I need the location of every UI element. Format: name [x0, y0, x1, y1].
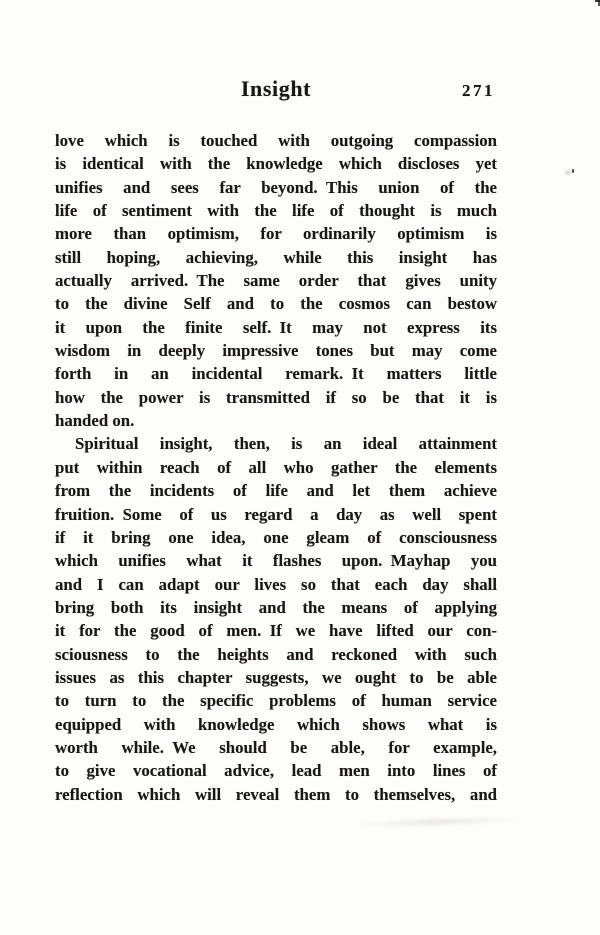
text-line: and I can adapt our lives so that each day shall	[55, 574, 497, 594]
running-head	[55, 74, 497, 104]
text-line: Spiritual insight, then, is an ideal attainment	[75, 434, 497, 454]
text-line: to the divine Self and to the cosmos can bestow	[55, 294, 497, 314]
page-title: Insight	[240, 76, 312, 101]
paragraph	[55, 432, 497, 806]
text-line: life of sentiment with the life of thought is much	[55, 201, 497, 221]
text-line: equipped with knowledge which shows what is	[55, 714, 497, 734]
text-line: handed on.	[55, 411, 135, 431]
text-line: worth while. We should be able, for example,	[55, 737, 497, 757]
scan-corner-artifact	[595, 0, 600, 6]
text-line: put within reach of all who gather the elements	[55, 457, 497, 477]
text-line: still hoping, achieving, while this insight has	[55, 247, 497, 267]
text-line: from the incidents of life and let them achieve	[55, 481, 497, 501]
text-line: love which is touched with outgoing compassion	[55, 131, 497, 150]
text-line: wisdom in deeply impressive tones but may come	[55, 341, 497, 361]
scan-speck	[572, 169, 574, 173]
text-line: is identical with the knowledge which discloses yet	[55, 154, 497, 174]
text-line: if it bring one idea, one gleam of consciousness	[55, 527, 497, 547]
text-line: issues as this chapter suggests, we ought to be able	[55, 667, 497, 687]
text-line: how the power is transmitted if so be that it is	[55, 387, 497, 407]
text-line: reflection which will reveal them to themselves, and	[55, 784, 497, 804]
scan-smudge	[350, 814, 525, 830]
text-line: to give vocational advice, lead men into lines of	[55, 761, 497, 781]
text-line: forth in an incidental remark. It matters little	[55, 364, 497, 384]
text-line: fruition. Some of us regard a day as well spent	[55, 504, 497, 524]
text-line: it upon the finite self. It may not express its	[55, 317, 497, 337]
text-line: sciousness to the heights and reckoned with such	[55, 644, 497, 664]
text-line: it for the good of men. If we have lifted our con-	[55, 621, 497, 641]
text-line: which unifies what it flashes upon. Mayhap you	[55, 551, 497, 571]
text-line: actually arrived. The same order that gives unity	[55, 271, 497, 291]
text-line: to turn to the specific problems of human service	[55, 691, 497, 711]
text-line: unifies and sees far beyond. This union of the	[55, 177, 497, 197]
page-body	[55, 129, 497, 806]
paragraph	[55, 129, 497, 432]
text-line: bring both its insight and the means of applying	[55, 597, 497, 617]
page-number: 271	[462, 81, 495, 100]
text-line: more than optimism, for ordinarily optimism is	[55, 224, 497, 244]
